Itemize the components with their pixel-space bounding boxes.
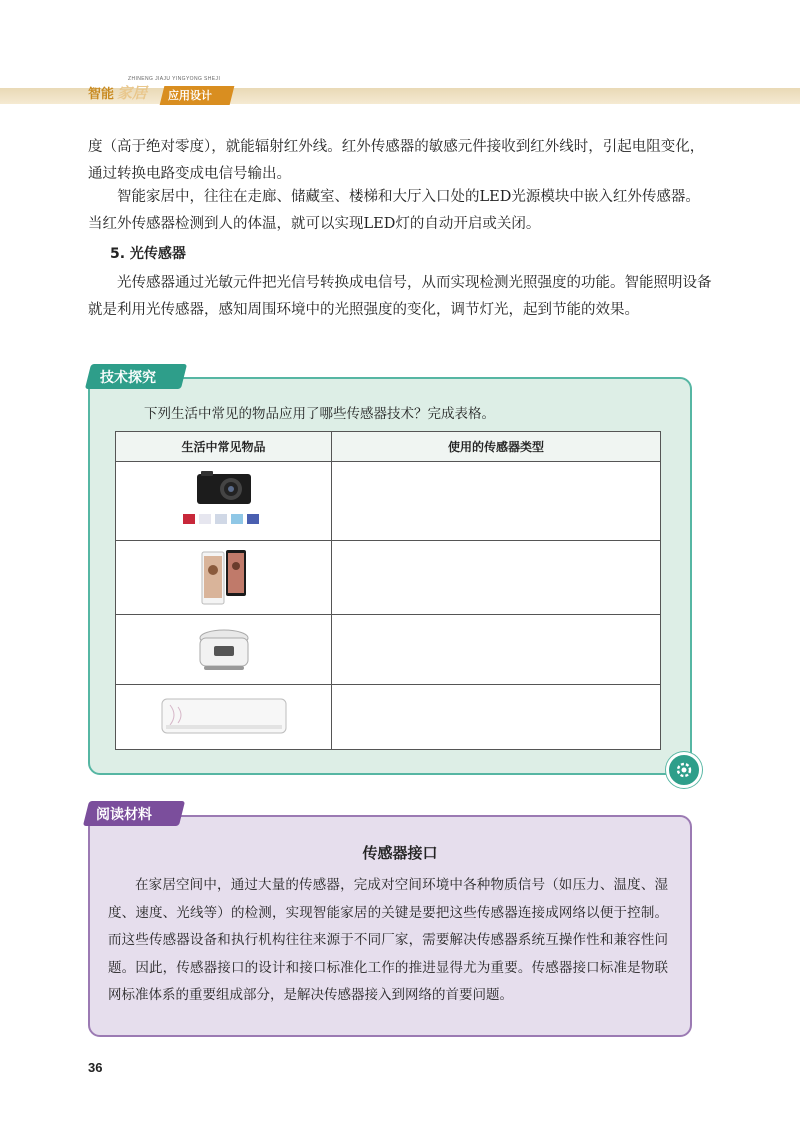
tech-exploration-intro: 下列生活中常见的物品应用了哪些传感器技术？完成表格。 [144,406,495,422]
header-brand-main: 智能 [88,86,115,102]
header-pinyin: ZHINENG JIAJU YINGYONG SHEJI [128,76,221,82]
table-row [116,615,661,685]
camera-icon [179,470,269,532]
item-cell [116,462,332,541]
paragraph-infrared-1: 度（高于绝对零度），就能辐射红外线。红外传感器的敏感元件接收到红外线时，引起电阻变化，通过转换电路变成电信号输出。 [88,139,705,182]
column-header-item: 生活中常见物品 [116,432,332,462]
sensor-answer-cell[interactable] [332,541,661,615]
air-conditioner-icon [160,697,288,737]
section-heading-light-sensor: 5. 光传感器 [110,246,186,262]
column-header-sensor: 使用的传感器类型 [332,432,661,462]
table-row [116,685,661,750]
item-cell [116,615,332,685]
item-cell [116,685,332,750]
item-cell [116,541,332,615]
header-section-label: 应用设计 [168,89,212,102]
sensor-answer-cell[interactable] [332,685,661,750]
paragraph-light-sensor: 光传感器通过光敏元件把光信号转换成电信号，从而实现检测光照强度的功能。智能照明设备就是利用光传感器，感知周围环境中的光照强度的变化，调节灯光，起到节能的效果。 [88,275,712,318]
table-header-row [116,432,661,462]
rice-cooker-icon [194,626,254,674]
smartphone-icon [200,548,248,608]
reading-material-title: 传感器接口 [362,844,438,862]
reading-material-text: 在家居空间中，通过大量的传感器，完成对空间环境中各种物质信号（如压力、温度、湿度、速度、光线等）的检测，实现智能家居的关键是要把这些传感器连接成网络以便于控制。而这些传感器设备和执行机构往往来源于不同厂家，需要解决传感器系统互操作性和兼容性问题。因此，传感器接口的设计和接口标准化工作的推进显得尤为重要。传感器接口标准是物联网标准体系的重要组成部分，是解决传感器接入到网络的首要问题。 [108,877,668,1003]
sensor-table [115,431,661,750]
paragraph-infrared-2: 智能家居中，往往在走廊、储藏室、楼梯和大厅入口处的LED光源模块中嵌入红外传感器。当红外传感器检测到人的体温，就可以实现LED灯的自动开启或关闭。 [88,189,700,232]
page-number: 36 [88,1060,103,1075]
reading-material-label: 阅读材料 [96,807,152,823]
sensor-answer-cell[interactable] [332,615,661,685]
table-row [116,462,661,541]
tech-exploration-label: 技术探究 [100,370,156,386]
table-row [116,541,661,615]
header-logo [88,82,147,102]
sensor-answer-cell[interactable] [332,462,661,541]
gear-icon [666,752,702,788]
header-brand-accent: 家居 [117,83,148,102]
